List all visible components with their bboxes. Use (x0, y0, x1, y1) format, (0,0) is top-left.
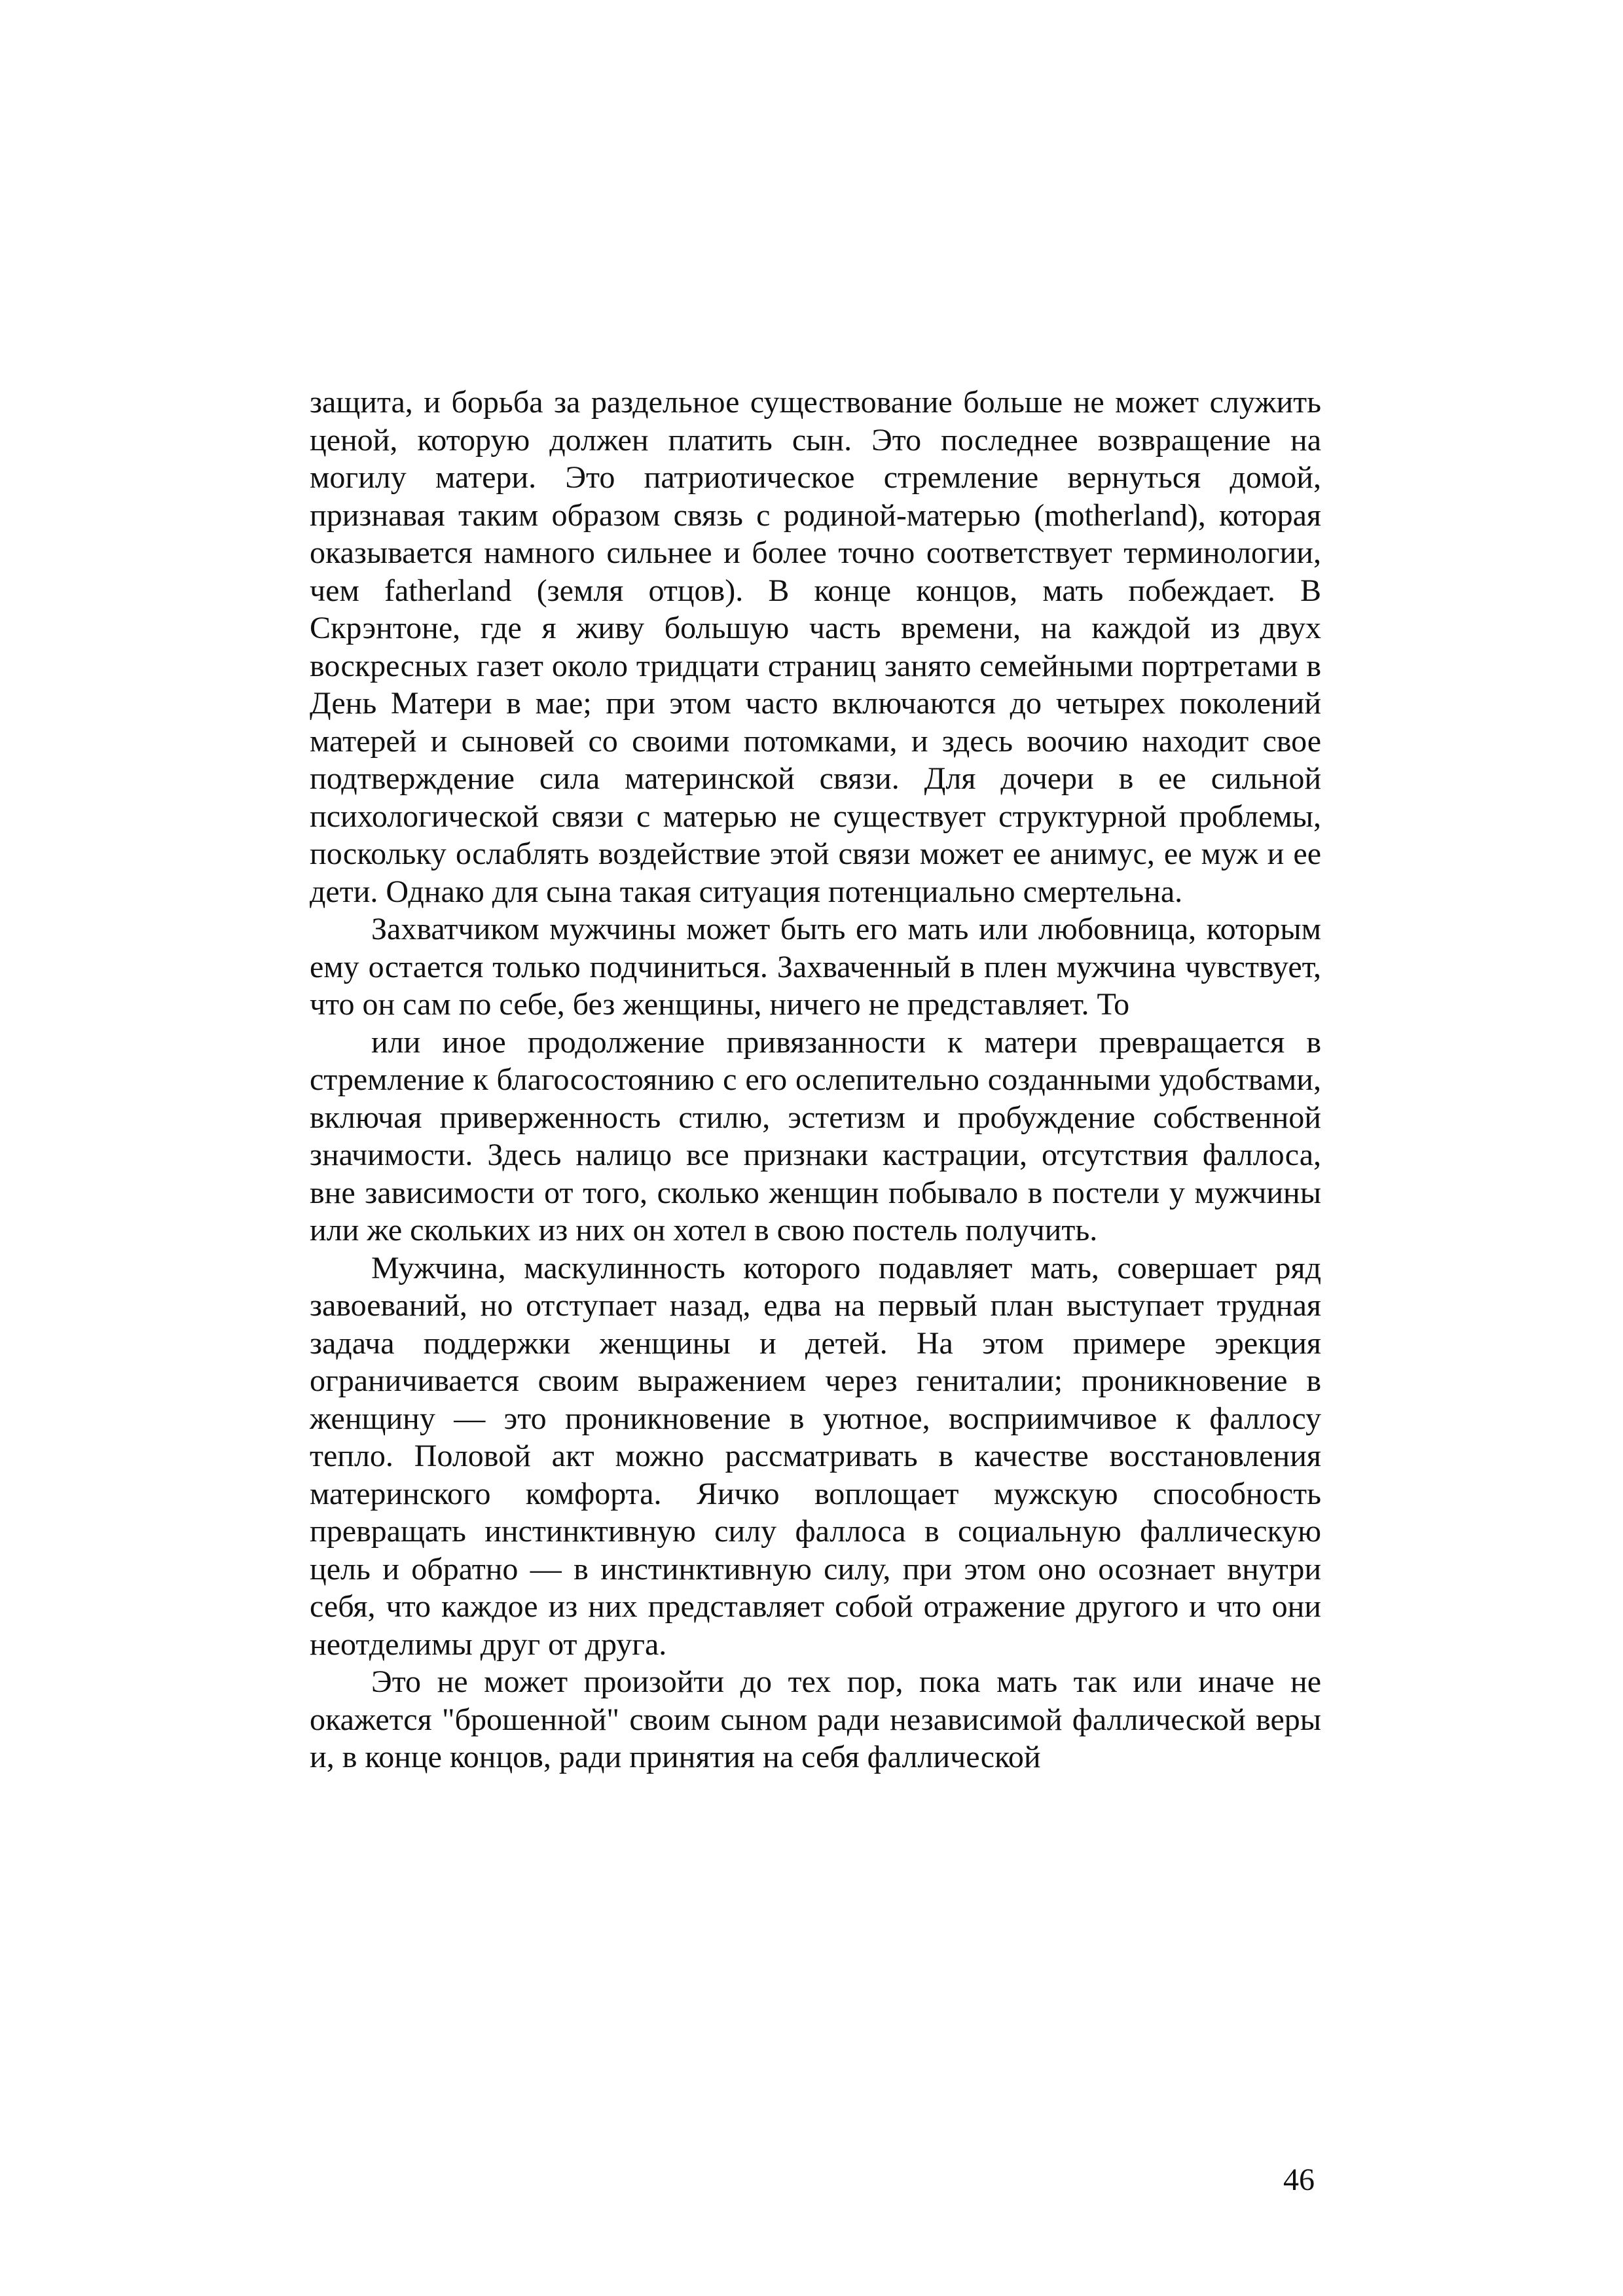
paragraph-1: защита, и борьба за раздельное существование больше не может служить ценой, которую должен платить сын. Это последнее возвращение на могилу матери. Это патриотическое стремление вернуться домой, признавая таким образом связь с родиной-матерью (motherland), которая оказывается намного сильнее и более точно соответствует терминологии, чем fatherland (земля отцов). В конце концов, мать побеждает. В Скрэнтоне, где я живу большую часть времени, на каждой из двух воскресных газет около тридцати страниц занято семейными портретами в День Матери в мае; при этом часто включаются до четырех поколений матерей и сыновей со своими потомками, и здесь воочию находит свое подтверждение сила материнской связи. Для дочери в ее сильной психологической связи с матерью не существует структурной проблемы, поскольку ослаблять воздействие этой связи может ее анимус, ее муж и ее дети. Однако для сына такая ситуация потенциально смертельна. (310, 385, 1321, 909)
paragraph-2: Захватчиком мужчины может быть его мать или любовница, которым ему остается только подчиниться. Захваченный в плен мужчина чувствует, что он сам по себе, без женщины, ничего не представляет. То (310, 912, 1321, 1022)
paragraph-3: или иное продолжение привязанности к матери превращается в стремление к благосостоянию с его ослепительно созданными удобствами, включая приверженность стилю, эстетизм и пробуждение собственной значимости. Здесь налицо все признаки кастрации, отсутствия фаллоса, вне зависимости от того, сколько женщин побывало в постели у мужчины или же скольких из них он хотел в свою постель получить. (310, 1024, 1321, 1247)
page-number: 46 (1283, 2162, 1315, 2197)
paragraph-5: Это не может произойти до тех пор, пока мать так или иначе не окажется "брошенной" своим сыном ради независимой фаллической веры и, в конце концов, ради принятия на себя фаллической (310, 1664, 1321, 1774)
body-text (310, 384, 1321, 1776)
paragraph-4: Мужчина, маскулинность которого подавляет мать, совершает ряд завоеваний, но отступает назад, едва на первый план выступает трудная задача поддержки женщины и детей. На этом примере эрекция ограничивается своим выражением через гениталии; проникновение в женщину — это проникновение в уютное, восприимчивое к фаллосу тепло. Половой акт можно рассматривать в качестве восстановления материнского комфорта. Яичко воплощает мужскую способность превращать инстинктивную силу фаллоса в социальную фаллическую цель и обратно — в инстинктивную силу, при этом оно осознает внутри себя, что каждое из них представляет собой отражение другого и что они неотделимы друг от друга. (310, 1250, 1321, 1662)
